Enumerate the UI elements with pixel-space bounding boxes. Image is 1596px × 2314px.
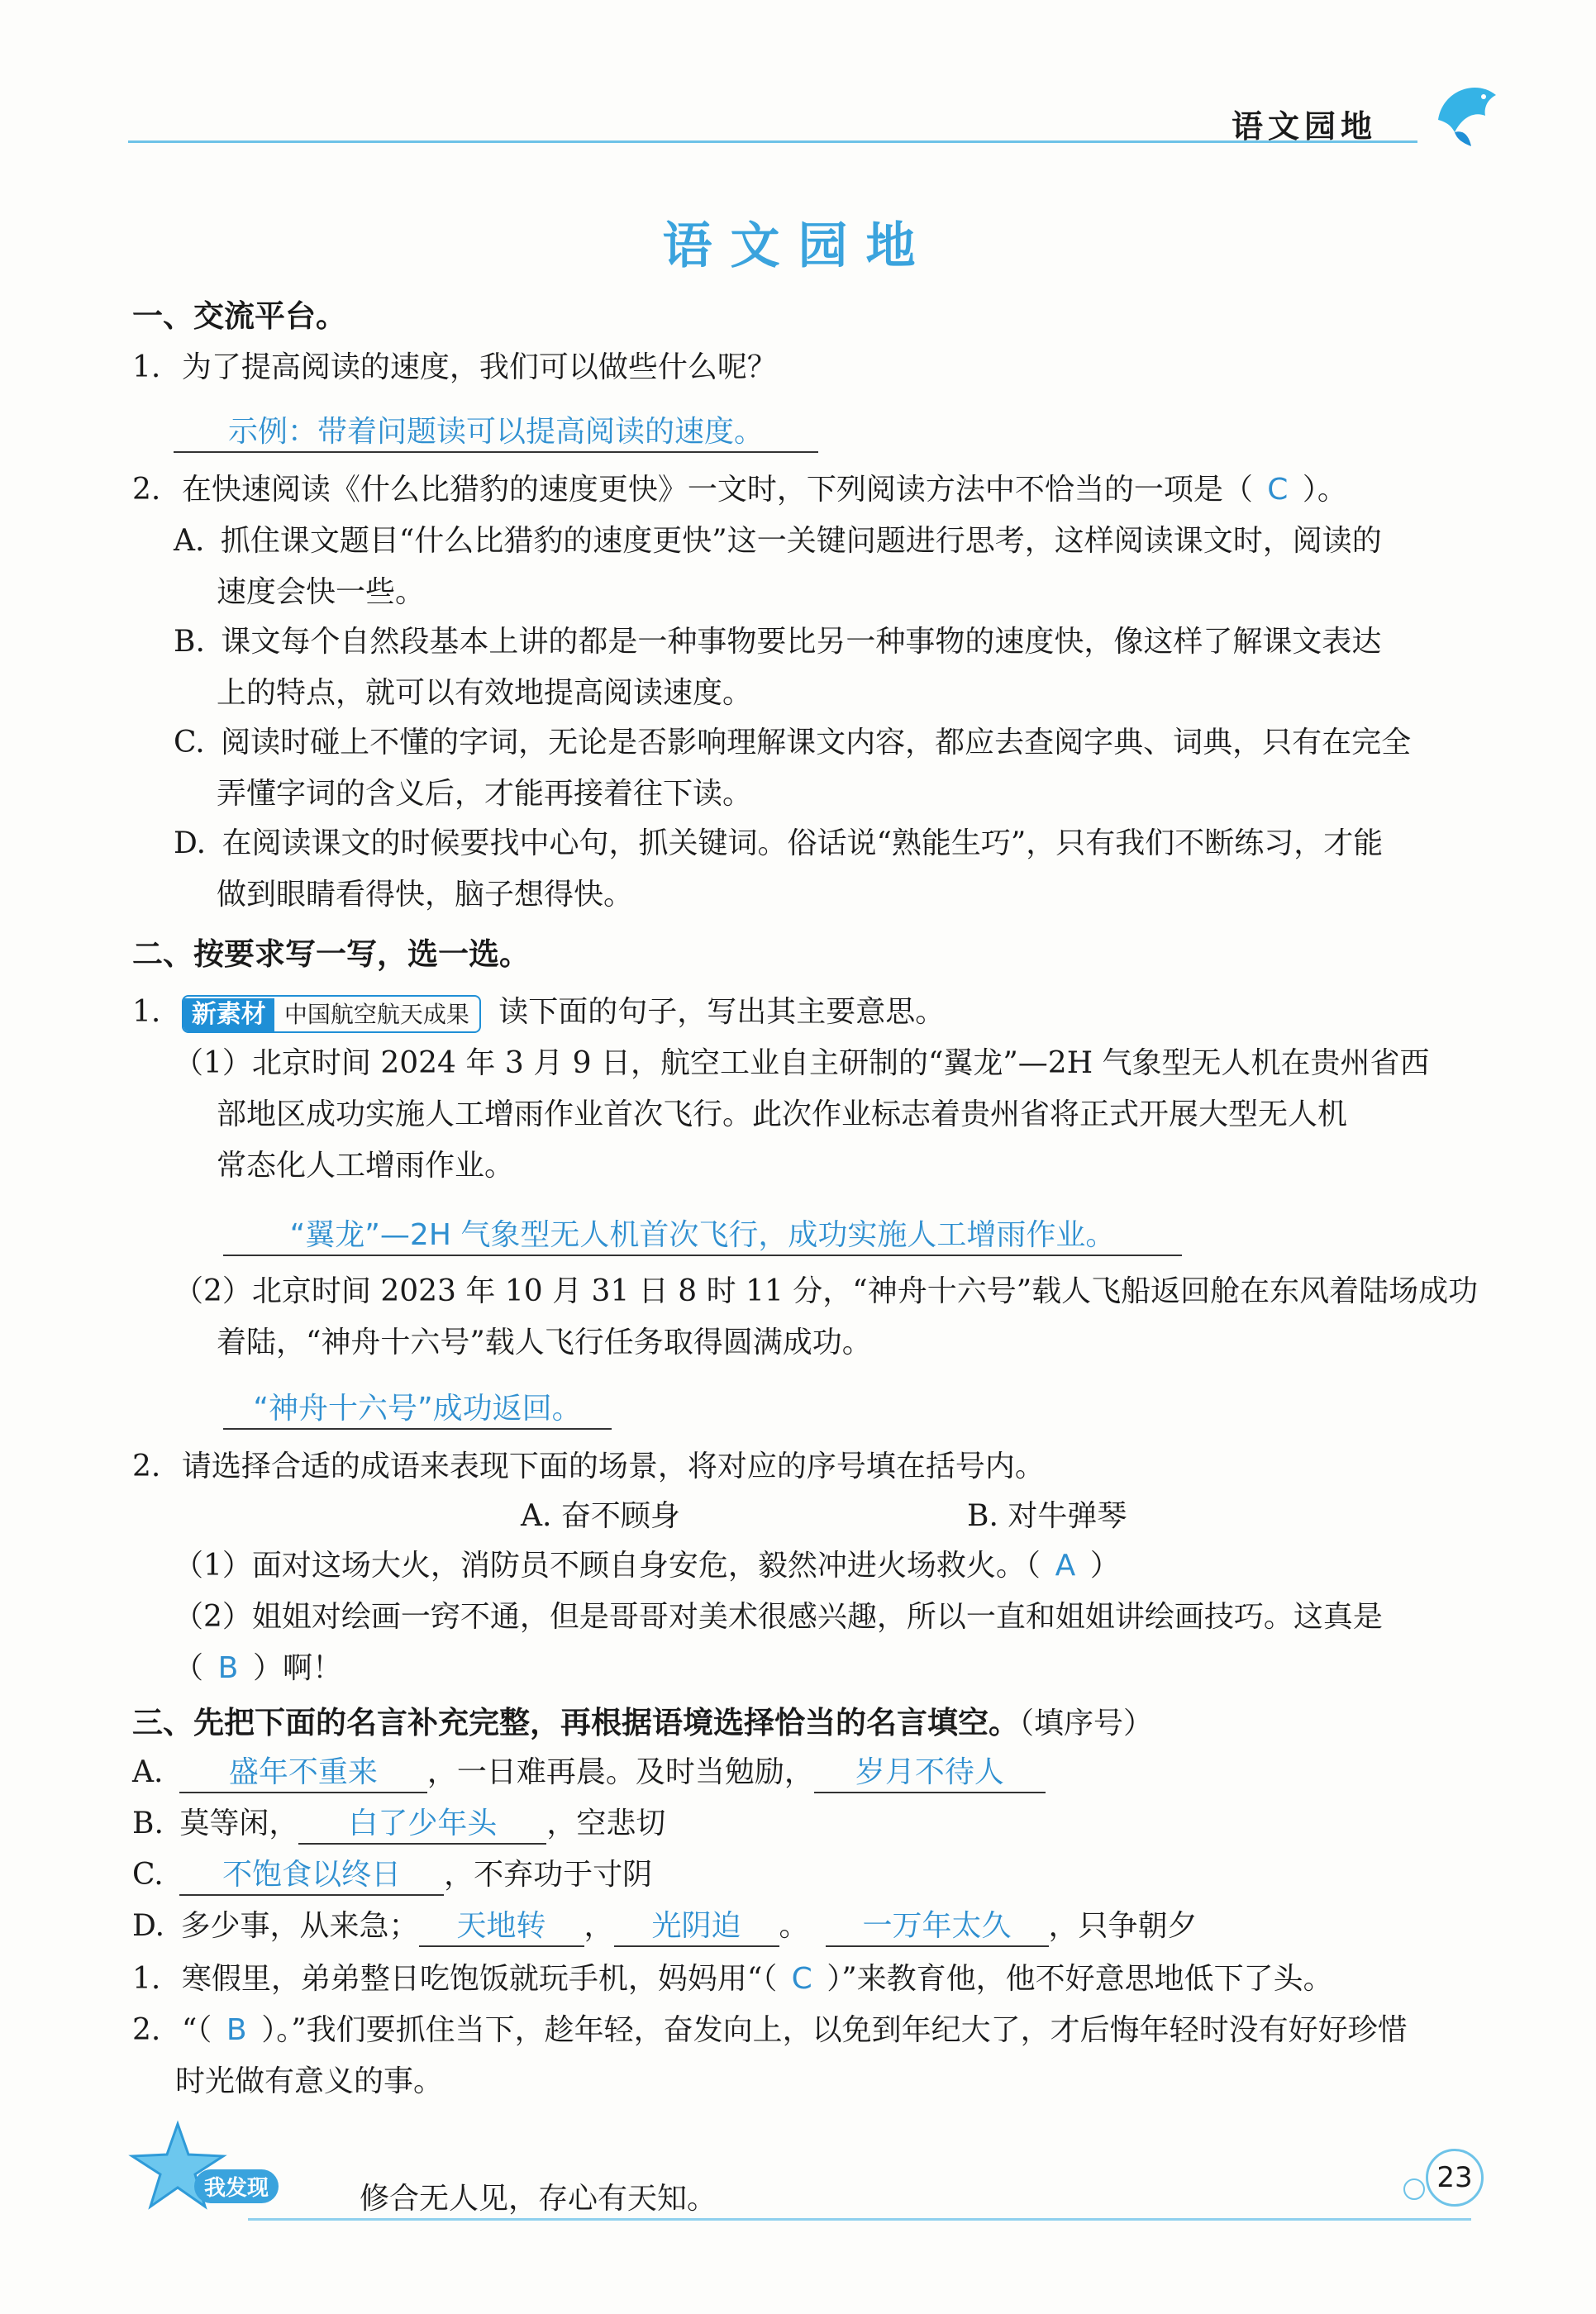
- footer-logo: 我发现: [194, 2169, 279, 2203]
- s2-q1-passage-2: [174, 1271, 1478, 1364]
- quote-text: ，一日难再晨。及时当勉励，: [426, 1755, 814, 1789]
- s2-q1: [132, 992, 945, 1033]
- q-num: 2.: [132, 2013, 161, 2047]
- q-text: “（: [181, 2013, 212, 2047]
- option-text: 在阅读课文的时候要找中心句，抓关键词。俗话说“熟能生巧”，只有我们不断练习，才能: [222, 826, 1384, 860]
- passage-line: （1）北京时间 2024 年 3 月 9 日，航空工业自主研制的“翼龙”—2H 气象型无人机在贵州省西: [174, 1046, 1430, 1080]
- s3-q1: [132, 1959, 1333, 2000]
- quote-text: ，不弃功于寸阴: [444, 1858, 653, 1892]
- option-b: [174, 621, 1381, 714]
- q-num: 1.: [132, 995, 161, 1029]
- q-stem: 在快速阅读《什么比猎豹的速度更快》一文时，下列阅读方法中不恰当的一项是（: [181, 473, 1253, 507]
- quote-label: D.: [132, 1909, 165, 1943]
- blank-answer: 光阴迫: [614, 1907, 779, 1947]
- answer-choice: B: [217, 1651, 239, 1685]
- badge-group: [182, 995, 481, 1033]
- option-text-cont: 做到眼睛看得快，脑子想得快。: [217, 878, 634, 912]
- idiom-option-b: B. 对牛弹琴: [967, 1499, 1127, 1533]
- q-stem-end: ）。: [1302, 473, 1347, 507]
- passage-line: 着陆，“神舟十六号”载人飞行任务取得圆满成功。: [217, 1326, 872, 1359]
- s2-q1-answer-1: [223, 1215, 1182, 1256]
- section-3-heading: 三、先把下面的名言补充完整，再根据语境选择恰当的名言填空。: [132, 1705, 1019, 1740]
- option-label: C.: [174, 726, 205, 759]
- section-1-heading: 一、交流平台。: [132, 298, 346, 334]
- answer-text: “翼龙”—2H 气象型无人机首次飞行，成功实施人工增雨作业。: [223, 1217, 1182, 1256]
- badge-topic: 中国航空航天成果: [283, 1001, 469, 1028]
- s1-q1-answer-line: [174, 412, 818, 453]
- q-text: 读下面的句子，写出其主要意思。: [498, 995, 946, 1029]
- s2-q2-item-2: [174, 1597, 1383, 1689]
- section-2-heading: 二、按要求写一写，选一选。: [132, 936, 530, 972]
- option-text: 阅读时碰上不懂的字词，无论是否影响理解课文内容，都应去查阅字典、词典，只有在完全: [221, 726, 1412, 759]
- option-a: [174, 521, 1382, 613]
- page-number: 23: [1426, 2149, 1484, 2207]
- blank-answer: 岁月不待人: [814, 1754, 1046, 1793]
- header-rule: [128, 140, 1417, 143]
- option-text: 抓住课文题目“什么比猎豹的速度更快”这一关键问题进行思考，这样阅读课文时，阅读的: [220, 524, 1382, 558]
- item-open: （: [174, 1651, 204, 1685]
- s2-q1-passage-1: [174, 1043, 1430, 1187]
- page-title: 语文园地: [662, 217, 934, 275]
- header-section-title: 语文园地: [1232, 108, 1378, 145]
- option-text-cont: 弄懂字词的含义后，才能再接着往下读。: [217, 777, 753, 811]
- answer-text: 示例：带着问题读可以提高阅读的速度。: [174, 413, 818, 453]
- q-num: 2.: [132, 1450, 161, 1483]
- q-text: 寒假里，弟弟整日吃饱饭就玩手机，妈妈用“（: [181, 1962, 778, 1996]
- option-d: [174, 823, 1383, 916]
- s1-q1: [132, 347, 777, 388]
- quote-text: 。: [779, 1909, 809, 1943]
- idiom-option-a: A. 奋不顾身: [521, 1499, 680, 1533]
- quote-text: ，只争朝夕: [1048, 1909, 1198, 1943]
- s3-q2: [132, 2010, 1408, 2102]
- q-num: 1.: [132, 1962, 161, 1996]
- quote-c: [132, 1855, 652, 1896]
- q-num: 1.: [132, 350, 161, 384]
- answer-choice: A: [1055, 1549, 1076, 1583]
- quote-label: B.: [132, 1807, 164, 1840]
- q-num: 2.: [132, 473, 161, 507]
- footer-dot: [1403, 2178, 1425, 2200]
- footer-quote: 修合无人见，存心有天知。: [360, 2182, 717, 2216]
- passage-line: 部地区成功实施人工增雨作业首次飞行。此次作业标志着贵州省将正式开展大型无人机: [217, 1097, 1348, 1131]
- quote-text: ，: [584, 1909, 614, 1943]
- blank-answer: 天地转: [419, 1907, 584, 1947]
- answer-choice: C: [791, 1962, 812, 1996]
- quote-text: ，空悲切: [546, 1807, 666, 1840]
- s2-q2-item-1: [174, 1545, 1120, 1587]
- quote-text: 多少事，从来急；: [180, 1909, 419, 1943]
- blank-answer: 不饱食以终日: [179, 1856, 444, 1896]
- q-text-cont: 时光做有意义的事。: [175, 2064, 444, 2098]
- passage-line: （2）北京时间 2023 年 10 月 31 日 8 时 11 分，“神舟十六号”载人飞船返回舱在东风着陆场成功: [174, 1274, 1479, 1308]
- quote-d: [132, 1906, 1198, 1947]
- blank-answer: 白了少年头: [298, 1805, 546, 1845]
- q-text-end: ）。”我们要抓住当下，趁年轻，奋发向上，以免到年纪大了，才后悔年轻时没有好好珍惜: [261, 2013, 1408, 2047]
- item-text: （2）姐姐对绘画一窍不通，但是哥哥对美术很感兴趣，所以一直和姐姐讲绘画技巧。这真是: [174, 1600, 1383, 1634]
- option-label: B.: [174, 625, 205, 659]
- passage-line: 常态化人工增雨作业。: [217, 1149, 515, 1183]
- answer-choice: B: [226, 2013, 247, 2047]
- footer-rule: [248, 2218, 1471, 2221]
- blank-answer: 一万年太久: [826, 1907, 1049, 1947]
- option-text-cont: 上的特点，就可以有效地提高阅读速度。: [217, 676, 753, 710]
- item-end: ）: [1089, 1549, 1120, 1583]
- q-text-end: ）”来教育他，他不好意思地低下了头。: [827, 1962, 1333, 1996]
- item-text: （1）面对这场大火，消防员不顾自身安危，毅然冲进火场救火。（: [174, 1549, 1041, 1583]
- dolphin-icon: [1426, 70, 1508, 153]
- s1-q2: [132, 469, 1347, 511]
- quote-a: [132, 1752, 1046, 1793]
- section-3-heading-row: [132, 1702, 1153, 1745]
- section-3-note: （填序号）: [1019, 1707, 1154, 1740]
- item-end: ）啊！: [253, 1651, 343, 1685]
- q-text: 为了提高阅读的速度，我们可以做些什么呢？: [181, 350, 777, 384]
- quote-label: A.: [132, 1755, 164, 1789]
- option-label: A.: [174, 524, 205, 558]
- s2-q2: [132, 1446, 1045, 1488]
- quote-text: 莫等闲，: [179, 1807, 299, 1840]
- s2-q1-answer-2: [223, 1388, 612, 1430]
- answer-choice: C: [1267, 473, 1289, 507]
- q-text: 请选择合适的成语来表现下面的场景，将对应的序号填在括号内。: [181, 1450, 1045, 1483]
- answer-text: “神舟十六号”成功返回。: [223, 1390, 612, 1430]
- option-text: 课文每个自然段基本上讲的都是一种事物要比另一种事物的速度快，像这样了解课文表达: [221, 625, 1382, 659]
- option-c: [174, 722, 1411, 815]
- blank-answer: 盛年不重来: [179, 1754, 427, 1793]
- new-material-badge: 新素材: [183, 998, 274, 1031]
- option-label: D.: [174, 826, 207, 860]
- option-text-cont: 速度会快一些。: [217, 575, 426, 609]
- quote-b: [132, 1803, 665, 1845]
- quote-label: C.: [132, 1858, 164, 1892]
